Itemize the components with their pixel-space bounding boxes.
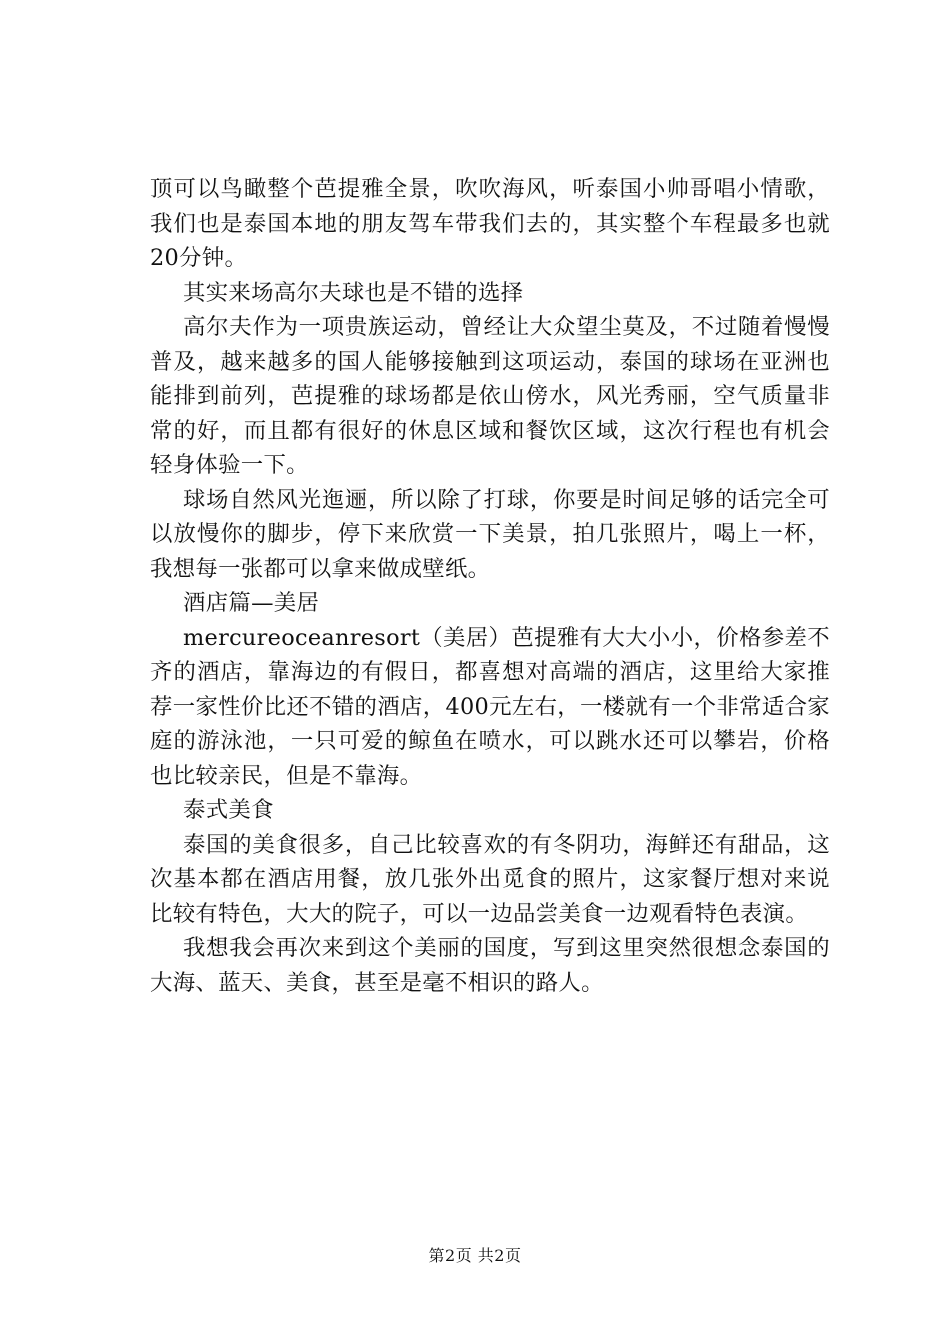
paragraph-food-heading: 泰式美食 xyxy=(183,797,274,823)
paragraph-closing: 我想我会再次来到这个美丽的国度，写到这里突然很想念泰国的大海、蓝天、美食，甚至是毫不相识的路人。 xyxy=(150,935,830,996)
page-number-label: 第2页 共2页 xyxy=(428,1246,522,1265)
paragraph-food: 泰国的美食很多，自己比较喜欢的有冬阴功，海鲜还有甜品，这次基本都在酒店用餐，放几张外出觅食的照片，这家餐厅想对来说比较有特色，大大的院子，可以一边品尝美食一边观看特色表演。 xyxy=(150,831,830,927)
paragraph-hotel: mercureoceanresort（美居）芭提雅有大大小小，价格参差不齐的酒店，靠海边的有假日，都喜想对高端的酒店，这里给大家推荐一家性价比还不错的酒店，400元左右，一楼就有一个非常适合家庭的游泳池，一只可爱的鲸鱼在喷水，可以跳水还可以攀岩，价格也比较亲民，但是不靠海。 xyxy=(150,624,830,789)
paragraph-golf-scenery: 球场自然风光迤逦，所以除了打球，你要是时间足够的话完全可以放慢你的脚步，停下来欣赏一下美景，拍几张照片，喝上一杯，我想每一张都可以拿来做成壁纸。 xyxy=(150,486,830,582)
paragraph-golf-heading: 其实来场高尔夫球也是不错的选择 xyxy=(183,279,524,306)
page-footer xyxy=(0,1244,950,1268)
paragraph-hotel-heading: 酒店篇—美居 xyxy=(183,590,320,616)
paragraph-1: 顶可以鸟瞰整个芭提雅全景，吹吹海风，听泰国小帅哥唱小情歌，我们也是泰国本地的朋友驾车带我们去的，其实整个车程最多也就20分钟。 xyxy=(150,176,830,271)
paragraph-golf: 高尔夫作为一项贵族运动，曾经让大众望尘莫及，不过随着慢慢普及，越来越多的国人能够接触到这项运动，泰国的球场在亚洲也能排到前列，芭提雅的球场都是依山傍水，风光秀丽，空气质量非常的好，而且都有很好的休息区域和餐饮区域，这次行程也有机会轻身体验一下。 xyxy=(150,314,830,478)
document-body xyxy=(150,172,830,1000)
